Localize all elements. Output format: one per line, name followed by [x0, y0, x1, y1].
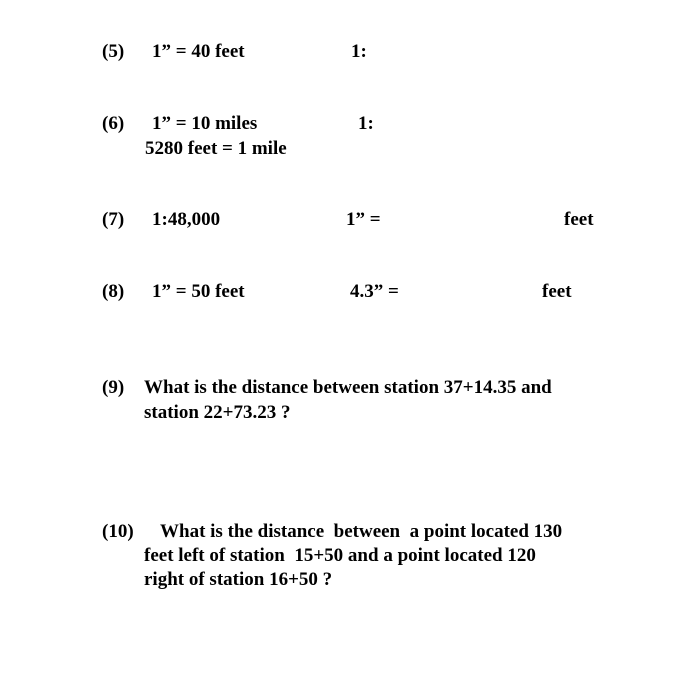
- problem-number: (5): [102, 41, 125, 62]
- answer-prefix: 4.3” =: [350, 281, 399, 302]
- question-line: station 22+73.23 ?: [144, 402, 291, 423]
- answer-prefix: 1:: [358, 113, 374, 134]
- answer-unit: feet: [542, 281, 572, 302]
- question-line: right of station 16+50 ?: [144, 569, 333, 590]
- question-line: What is the distance between a point located 130: [160, 521, 563, 542]
- problem-given: 1” = 50 feet: [152, 281, 245, 302]
- answer-prefix: 1:: [351, 41, 367, 62]
- problem-number: (6): [102, 113, 125, 134]
- problem-number: (10): [102, 521, 134, 542]
- problem-number: (8): [102, 281, 125, 302]
- problem-number: (9): [102, 377, 125, 398]
- question-line: feet left of station 15+50 and a point located 120: [144, 545, 536, 566]
- problem-number: (7): [102, 209, 125, 230]
- problem-given: 1” = 10 miles: [152, 113, 258, 134]
- answer-unit: feet: [564, 209, 594, 230]
- question-line: What is the distance between station 37+14.35 and: [144, 377, 552, 398]
- problem-given-note: 5280 feet = 1 mile: [145, 138, 287, 159]
- problem-given: 1” = 40 feet: [152, 41, 245, 62]
- problem-given: 1:48,000: [152, 209, 221, 230]
- answer-prefix: 1” =: [346, 209, 381, 230]
